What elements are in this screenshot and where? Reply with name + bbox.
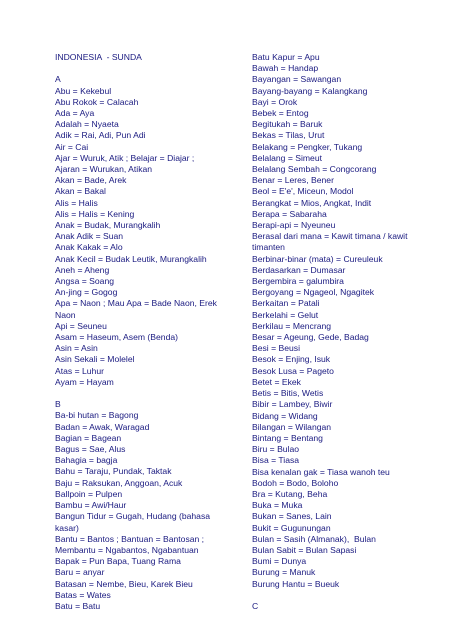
dictionary-entry: Ba-bi hutan = Bagong <box>55 410 139 421</box>
dictionary-entry: Berkilau = Mencrang <box>252 320 332 331</box>
dictionary-entry: Anak Adik = Suan <box>55 231 124 242</box>
dictionary-entry: Bahagia = bagja <box>55 455 118 466</box>
dictionary-entry: Atas = Luhur <box>55 365 104 376</box>
dictionary-entry: Berkelahi = Gelut <box>252 309 319 320</box>
dictionary-entry: INDONESIA - SUNDA <box>55 52 142 62</box>
dictionary-entry: Aneh = Aheng <box>55 264 110 275</box>
dictionary-entry: Buka = Muka <box>252 500 303 511</box>
dictionary-entry: Begitukah = Baruk <box>252 119 323 130</box>
blank-line <box>252 590 427 601</box>
dictionary-entry: Ayam = Hayam <box>55 376 114 387</box>
dictionary-entry: Ajaran = Wurukan, Atikan <box>55 164 153 175</box>
section-letter: B <box>55 399 61 410</box>
dictionary-entry: Burung Hantu = Bueuk <box>252 578 340 589</box>
dictionary-entry: Baju = Raksukan, Anggoan, Acuk <box>55 477 183 488</box>
dictionary-entry: Angsa = Soang <box>55 276 115 287</box>
dictionary-entry: Asin Sekali = Molelel <box>55 354 135 365</box>
section-letter: A <box>55 74 61 85</box>
dictionary-entry: Belalang = Simeut <box>252 152 322 163</box>
dictionary-entry: Bisa = Tiasa <box>252 455 300 466</box>
dictionary-entry: Bukan = Sanes, Lain <box>252 511 332 522</box>
blank-line <box>55 63 235 74</box>
dictionary-entry: Asam = Haseum, Asem (Benda) <box>55 332 178 343</box>
dictionary-entry: Naon <box>55 309 76 320</box>
dictionary-entry: Anak Kecil = Budak Leutik, Murangkalih <box>55 253 207 264</box>
dictionary-entry: Besok Lusa = Pageto <box>252 365 334 376</box>
left-column <box>55 52 235 612</box>
dictionary-entry: Batu = Batu <box>55 600 101 611</box>
dictionary-entry: Bahu = Taraju, Pundak, Taktak <box>55 466 172 477</box>
dictionary-entry: Asin = Asin <box>55 343 98 354</box>
dictionary-entry: Besi = Beusi <box>252 343 301 354</box>
dictionary-entry: Membantu = Ngabantos, Ngabantuan <box>55 544 199 555</box>
dictionary-entry: Bayi = Orok <box>252 96 298 107</box>
dictionary-entry: Abu = Kekebul <box>55 85 112 96</box>
dictionary-entry: Belalang Sembah = Congcorang <box>252 164 377 175</box>
dictionary-entry: Bayang-bayang = Kalangkang <box>252 85 368 96</box>
dictionary-entry: Burung = Manuk <box>252 567 316 578</box>
dictionary-entry: Akan = Bade, Arek <box>55 175 127 186</box>
dictionary-entry: Bodoh = Bodo, Boloho <box>252 477 339 488</box>
dictionary-entry: Bagus = Sae, Alus <box>55 444 126 455</box>
dictionary-entry: Batu Kapur = Apu <box>252 52 320 62</box>
dictionary-entry: Baru = anyar <box>55 567 105 578</box>
dictionary-entry: Bekas = Tilas, Urut <box>252 130 325 141</box>
dictionary-entry: Bangun Tidur = Gugah, Hudang (bahasa <box>55 511 211 522</box>
dictionary-entry: Berkaitan = Patali <box>252 298 320 309</box>
blank-line <box>55 388 235 399</box>
dictionary-entry: Berapi-api = Nyeuneu <box>252 220 336 231</box>
dictionary-entry: Anak Kakak = Alo <box>55 242 123 253</box>
dictionary-entry: Bambu = Awi/Haur <box>55 500 127 511</box>
dictionary-entry: Abu Rokok = Calacah <box>55 96 139 107</box>
dictionary-entry: Berasal dari mana = Kawit timana / kawit <box>252 231 408 242</box>
dictionary-entry: Apa = Naon ; Mau Apa = Bade Naon, Erek <box>55 298 217 309</box>
dictionary-entry: Batas = Wates <box>55 589 111 600</box>
dictionary-entry: Bayangan = Sawangan <box>252 74 342 85</box>
dictionary-entry: Belakang = Pengker, Tukang <box>252 141 363 152</box>
dictionary-entry: Akan = Bakal <box>55 186 106 197</box>
dictionary-entry: Berdasarkan = Dumasar <box>252 264 346 275</box>
dictionary-entry: Bukit = Gugunungan <box>252 522 331 533</box>
dictionary-entry: timanten <box>252 242 285 253</box>
dictionary-entry: Bulan = Sasih (Almanak), Bulan <box>252 533 376 544</box>
dictionary-entry: Adalah = Nyaeta <box>55 119 119 130</box>
dictionary-entry: Bulan Sabit = Bulan Sapasi <box>252 544 357 555</box>
dictionary-entry: Bumi = Dunya <box>252 556 307 567</box>
dictionary-entry: Bisa kenalan gak = Tiasa wanoh teu <box>252 466 390 477</box>
dictionary-entry: Besar = Ageung, Gede, Badag <box>252 332 369 343</box>
dictionary-entry: Bagian = Bagean <box>55 432 122 443</box>
dictionary-entry: Bidang = Widang <box>252 410 318 421</box>
dictionary-entry: Bra = Kutang, Beha <box>252 488 328 499</box>
dictionary-entry: Biru = Bulao <box>252 444 300 455</box>
dictionary-entry: Berapa = Sabaraha <box>252 208 327 219</box>
dictionary-entry: Bintang = Bentang <box>252 432 323 443</box>
dictionary-entry: Betis = Bitis, Wetis <box>252 388 324 399</box>
dictionary-entry: Ballpoin = Pulpen <box>55 488 123 499</box>
section-letter: C <box>252 600 259 611</box>
dictionary-entry: Alis = Halis <box>55 197 98 208</box>
dictionary-entry: Bantu = Bantos ; Bantuan = Bantosan ; <box>55 533 205 544</box>
dictionary-entry: Badan = Awak, Waragad <box>55 421 150 432</box>
dictionary-entry: Bergoyang = Ngageol, Ngagitek <box>252 287 375 298</box>
dictionary-entry: Anak = Budak, Murangkalih <box>55 220 161 231</box>
dictionary-entry: Bilangan = Wilangan <box>252 421 332 432</box>
dictionary-entry: Betet = Ekek <box>252 376 301 387</box>
dictionary-entry: Berbinar-binar (mata) = Cureuleuk <box>252 253 383 264</box>
dictionary-entry: kasar) <box>55 522 79 533</box>
dictionary-entry: Bapak = Pun Bapa, Tuang Rama <box>55 556 181 567</box>
dictionary-entry: Alis = Halis = Kening <box>55 208 135 219</box>
dictionary-entry: Benar = Leres, Bener <box>252 175 334 186</box>
dictionary-entry: Bibir = Lambey, Biwir <box>252 399 333 410</box>
dictionary-entry: Bebek = Entog <box>252 108 309 119</box>
dictionary-entry: Besok = Enjing, Isuk <box>252 354 331 365</box>
dictionary-entry: Berangkat = Mios, Angkat, Indit <box>252 197 372 208</box>
dictionary-entry: Air = Cai <box>55 141 89 152</box>
dictionary-entry: An-jing = Gogog <box>55 287 118 298</box>
dictionary-entry: Bergembira = galumbira <box>252 276 344 287</box>
dictionary-entry: Api = Seuneu <box>55 320 107 331</box>
dictionary-entry: Ada = Aya <box>55 108 95 118</box>
dictionary-entry: Beol = E'e', Miceun, Modol <box>252 186 354 197</box>
dictionary-entry: Adik = Rai, Adi, Pun Adi <box>55 130 146 141</box>
dictionary-entry: Batasan = Nembe, Bieu, Karek Bieu <box>55 578 193 589</box>
right-column <box>252 52 427 612</box>
dictionary-entry: Ajar = Wuruk, Atik ; Belajar = Diajar ; <box>55 152 195 163</box>
dictionary-entry: Bawah = Handap <box>252 63 319 74</box>
